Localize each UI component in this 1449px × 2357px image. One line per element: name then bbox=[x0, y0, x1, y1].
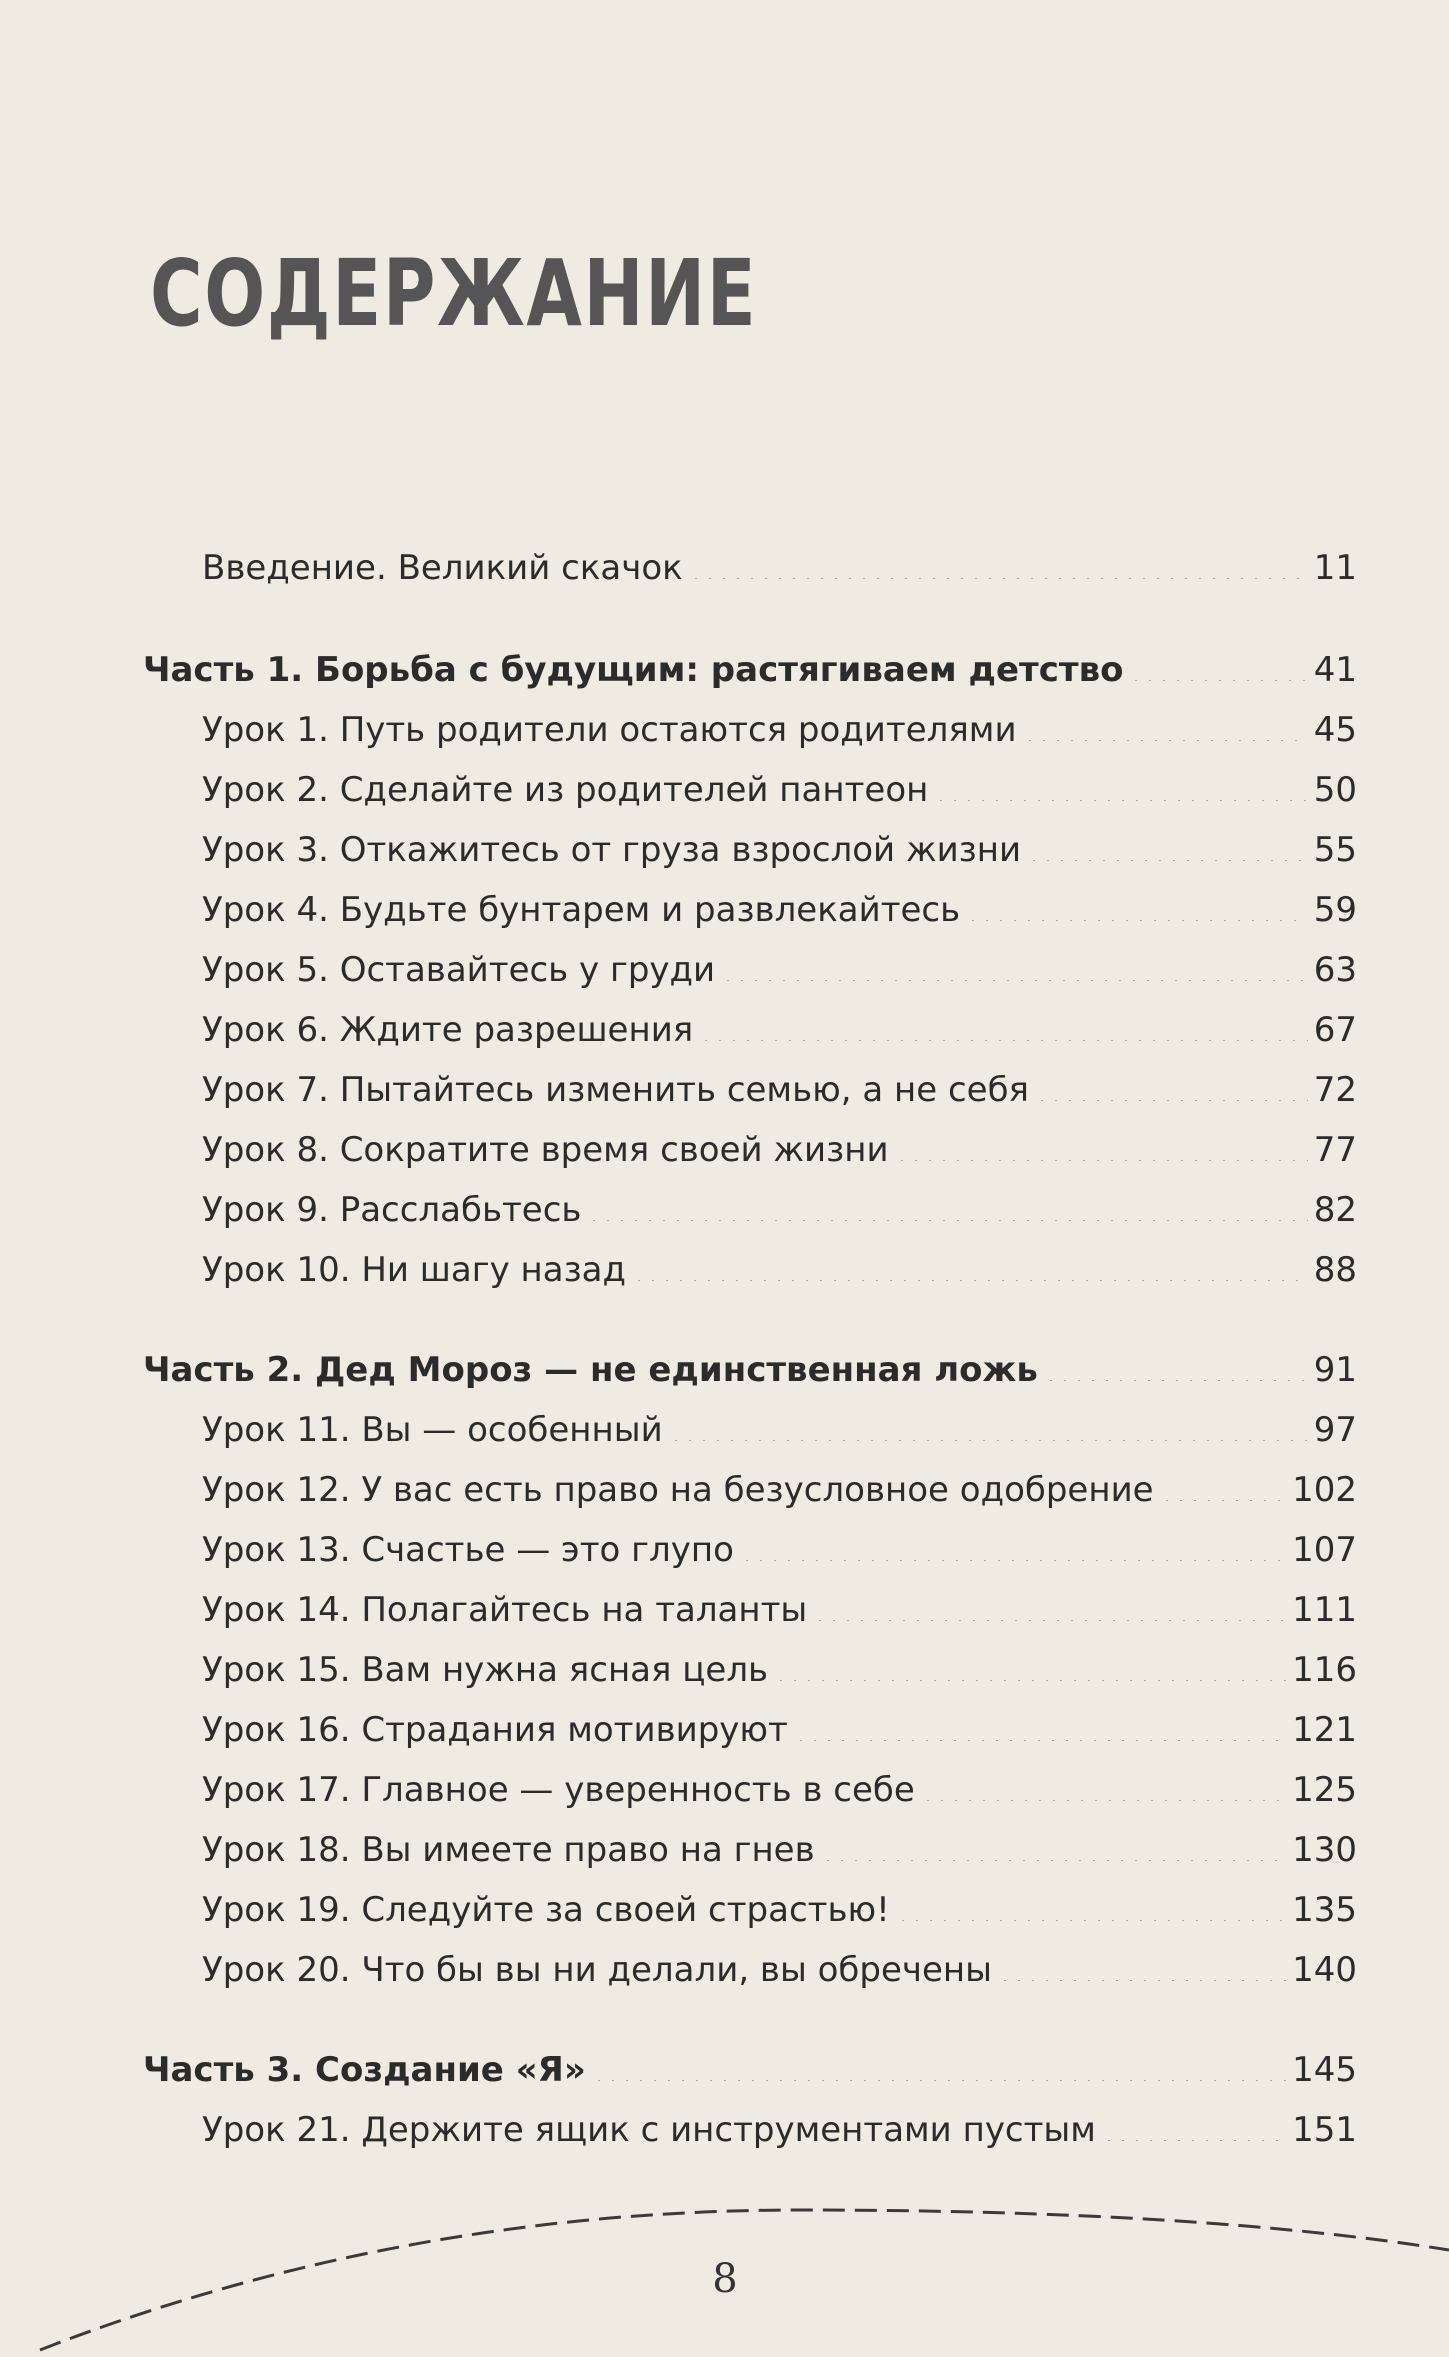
toc-entry-title: Урок 7. Пытайтесь изменить семью, а не себя bbox=[202, 1070, 1029, 1110]
toc-entry-page: 82 bbox=[1313, 1190, 1357, 1230]
toc-entry bbox=[202, 2097, 1357, 2150]
toc-entry-title: Урок 1. Путь родители остаются родителями bbox=[202, 710, 1017, 750]
toc-entry-page: 97 bbox=[1313, 1410, 1357, 1450]
toc-entry-page: 125 bbox=[1292, 1770, 1357, 1810]
toc-part-entry bbox=[143, 1337, 1357, 1390]
toc-entry bbox=[202, 697, 1357, 750]
dot-leader bbox=[998, 1937, 1286, 1981]
toc-entry-title: Часть 3. Создание «Я» bbox=[143, 2050, 586, 2090]
toc-entry-page: 55 bbox=[1313, 830, 1357, 870]
toc-entry-page: 91 bbox=[1313, 1350, 1357, 1390]
toc-entry-page: 88 bbox=[1313, 1250, 1357, 1290]
dot-leader bbox=[689, 535, 1308, 579]
dot-leader bbox=[1027, 817, 1308, 861]
toc-entry bbox=[202, 757, 1357, 810]
dot-leader bbox=[921, 1757, 1286, 1801]
toc-entry-page: 50 bbox=[1313, 770, 1357, 810]
toc-entry bbox=[202, 1237, 1357, 1290]
page-number: 8 bbox=[712, 2256, 738, 2302]
toc-entry-title: Урок 8. Сократите время своей жизни bbox=[202, 1130, 889, 1170]
toc-entry-title: Часть 2. Дед Мороз — не единственная ложь bbox=[143, 1350, 1038, 1390]
toc-entry-title: Урок 9. Расслабьтесь bbox=[202, 1190, 582, 1230]
dot-leader bbox=[821, 1817, 1286, 1861]
dot-leader bbox=[1035, 1057, 1308, 1101]
toc-entry bbox=[202, 997, 1357, 1050]
toc-entry bbox=[202, 1057, 1357, 1110]
dot-leader bbox=[813, 1577, 1286, 1621]
toc-entry-page: 63 bbox=[1313, 950, 1357, 990]
toc-entry-page: 140 bbox=[1292, 1950, 1357, 1990]
toc-entry-page: 45 bbox=[1313, 710, 1357, 750]
toc-entry-page: 145 bbox=[1292, 2050, 1357, 2090]
dot-leader bbox=[740, 1517, 1286, 1561]
toc-entry bbox=[202, 1457, 1357, 1510]
toc-entry-page: 151 bbox=[1292, 2110, 1357, 2150]
toc-entry bbox=[202, 877, 1357, 930]
toc-entry-title: Урок 12. У вас есть право на безусловное одобрение bbox=[202, 1470, 1154, 1510]
toc-entry-title: Урок 16. Страдания мотивируют bbox=[202, 1710, 788, 1750]
toc-entry bbox=[202, 1757, 1357, 1810]
toc-entry bbox=[202, 1877, 1357, 1930]
toc-entry-title: Урок 2. Сделайте из родителей пантеон bbox=[202, 770, 929, 810]
dot-leader bbox=[934, 757, 1307, 801]
dot-leader bbox=[896, 1877, 1286, 1921]
toc-entry bbox=[202, 1577, 1357, 1630]
toc-part-entry bbox=[143, 2037, 1357, 2090]
dot-leader bbox=[895, 1117, 1308, 1161]
toc-entry-title: Часть 1. Борьба с будущим: растягиваем детство bbox=[143, 650, 1124, 690]
toc-entry-title: Урок 6. Ждите разрешения bbox=[202, 1010, 694, 1050]
toc-entry-title: Урок 15. Вам нужна ясная цель bbox=[202, 1650, 769, 1690]
toc-entry-page: 121 bbox=[1292, 1710, 1357, 1750]
toc-entry-title: Урок 10. Ни шагу назад bbox=[202, 1250, 627, 1290]
toc-entry-title: Урок 5. Оставайтесь у груди bbox=[202, 950, 716, 990]
dot-leader bbox=[669, 1397, 1308, 1441]
toc-entry-page: 135 bbox=[1292, 1890, 1357, 1930]
toc-entry bbox=[202, 1937, 1357, 1990]
toc-entry-title: Урок 17. Главное — уверенность в себе bbox=[202, 1770, 915, 1810]
toc-part-entry bbox=[143, 637, 1357, 690]
toc-entry-title: Урок 19. Следуйте за своей страстью! bbox=[202, 1890, 890, 1930]
toc-entry-page: 11 bbox=[1313, 548, 1357, 588]
toc-entry-page: 102 bbox=[1292, 1470, 1357, 1510]
toc-entry-page: 41 bbox=[1313, 650, 1357, 690]
toc-entry-page: 130 bbox=[1292, 1830, 1357, 1870]
toc-entry-title: Урок 14. Полагайтесь на таланты bbox=[202, 1590, 808, 1630]
toc-entry bbox=[202, 817, 1357, 870]
dot-leader bbox=[632, 1237, 1308, 1281]
dot-leader bbox=[1023, 697, 1308, 741]
toc-entry bbox=[202, 1517, 1357, 1570]
dot-leader bbox=[1102, 2097, 1286, 2141]
dot-leader bbox=[794, 1697, 1286, 1741]
toc-entry-page: 111 bbox=[1292, 1590, 1357, 1630]
dot-leader bbox=[966, 877, 1308, 921]
toc-entry-page: 107 bbox=[1292, 1530, 1357, 1570]
toc-entry-title: Введение. Великий скачок bbox=[202, 548, 683, 588]
dot-leader bbox=[1044, 1337, 1308, 1381]
toc-entry-title: Урок 4. Будьте бунтарем и развлекайтесь bbox=[202, 890, 961, 930]
toc-entry-page: 72 bbox=[1313, 1070, 1357, 1110]
toc-entry bbox=[202, 937, 1357, 990]
dot-leader bbox=[1129, 637, 1307, 681]
toc-entry bbox=[202, 1397, 1357, 1450]
toc-entry-title: Урок 11. Вы — особенный bbox=[202, 1410, 663, 1450]
dot-leader bbox=[592, 2037, 1286, 2081]
toc-entry-page: 77 bbox=[1313, 1130, 1357, 1170]
toc-entry-title: Урок 13. Счастье — это глупо bbox=[202, 1530, 734, 1570]
dot-leader bbox=[1160, 1457, 1287, 1501]
toc-entry-title: Урок 3. Откажитесь от груза взрослой жизни bbox=[202, 830, 1022, 870]
toc-entry-title: Урок 20. Что бы вы ни делали, вы обречены bbox=[202, 1950, 992, 1990]
toc-entry bbox=[202, 1697, 1357, 1750]
toc-entry-title: Урок 18. Вы имеете право на гнев bbox=[202, 1830, 815, 1870]
dot-leader bbox=[587, 1177, 1307, 1221]
toc-entry bbox=[202, 1817, 1357, 1870]
toc-entry bbox=[202, 1637, 1357, 1690]
dot-leader bbox=[699, 997, 1307, 1041]
toc-entry-title: Урок 21. Держите ящик с инструментами пустым bbox=[202, 2110, 1096, 2150]
toc-entry-page: 67 bbox=[1313, 1010, 1357, 1050]
contents-heading: СОДЕРЖАНИЕ bbox=[150, 240, 758, 347]
toc-entry bbox=[202, 535, 1357, 588]
dot-leader bbox=[774, 1637, 1286, 1681]
toc-entry bbox=[202, 1117, 1357, 1170]
toc-entry-page: 59 bbox=[1313, 890, 1357, 930]
toc-entry bbox=[202, 1177, 1357, 1230]
toc-entry-page: 116 bbox=[1292, 1650, 1357, 1690]
dot-leader bbox=[721, 937, 1308, 981]
